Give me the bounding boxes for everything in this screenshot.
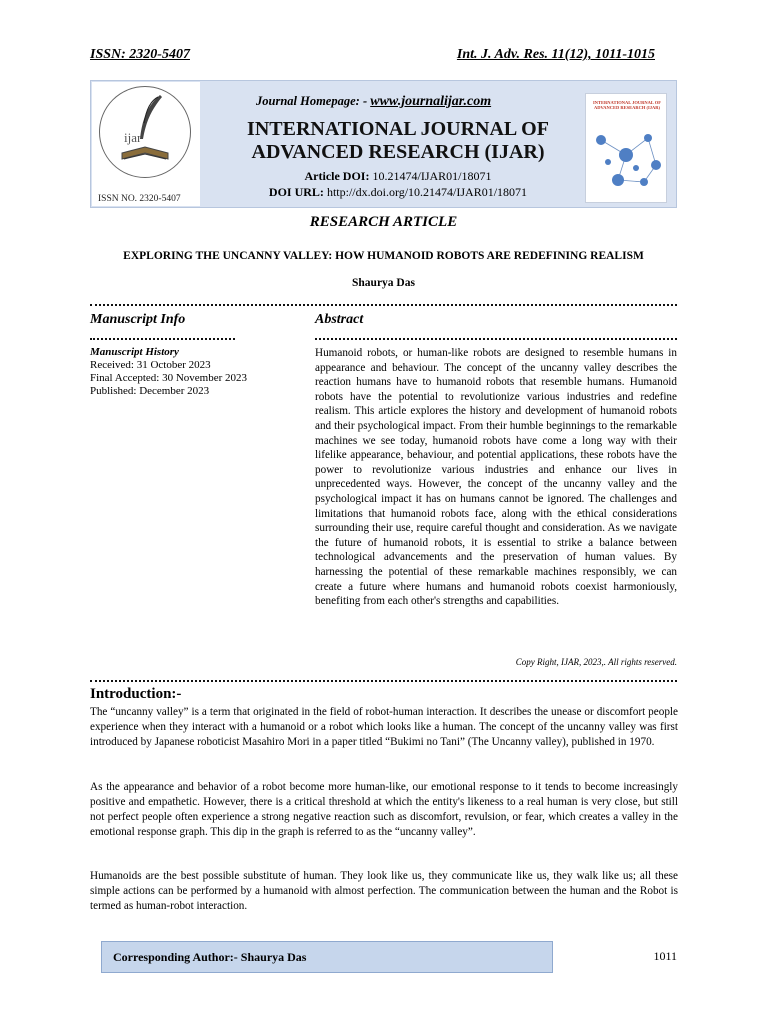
divider [90,680,677,682]
running-header-issn: ISSN: 2320-5407 [90,47,190,62]
accepted-date: Final Accepted: 30 November 2023 [90,372,248,384]
divider [90,338,235,340]
homepage-label: Journal Homepage: - [256,94,368,108]
intro-paragraph: The “uncanny valley” is a term that originated in the field of robot-human interaction. It describes the unease or discomfort people experience when they interact with a humanoid or a robot which looks like a human. The concept of the uncanny valley was first introduced by Japanese roboticist Masahiro Mori in a paper titled “Bukimi no Tani” (The Uncanny valley), published in 1970. [90,706,678,748]
doi-value: 10.21474/IJAR01/18071 [372,169,492,183]
article-doi [218,169,578,184]
journal-title-line2: ADVANCED RESEARCH (IJAR) [251,141,545,163]
journal-banner [90,80,677,208]
corresponding-author-box [101,941,553,973]
intro-paragraph: Humanoids are the best possible substitute of human. They look like us, they communicate like us, they walk like us; all these simple actions can be performed by a humanoid with almost perfection. The communication between the human and the Robot is termed as human-robot interaction. [90,870,678,912]
manuscript-info-heading: Manuscript Info [90,312,186,327]
divider [315,338,677,340]
doi-url-label: DOI URL: [268,185,324,199]
logo-text: ijar [124,130,142,145]
quill-book-icon [100,87,190,177]
manuscript-history [90,346,247,398]
running-header-citation: Int. J. Adv. Res. 11(12), 1011-1015 [456,47,655,62]
journal-homepage [256,94,491,110]
intro-paragraph: As the appearance and behavior of a robot become more human-like, our emotional response to it tends to become increasingly positive and empathetic. However, there is a critical threshold at which the entity's likeness to a real human is very close, but still not perfect people often experience a strong negative reaction such as discomfort, revulsion, or fear, which creates a valley in the emotional response graph. This dip in the graph is referred to as the “uncanny valley”. [90,781,678,838]
journal-cover-image [585,93,667,203]
article-author: Shaurya Das [352,277,415,289]
doi-url-link[interactable]: http://dx.doi.org/10.21474/IJAR01/18071 [326,185,528,199]
abstract-text: Humanoid robots, or human-like robots are designed to resemble humans in appearance and behaviour. The concept of the uncanny valley describes the reaction humans have to humanoid robots that resemble humans. Humanoid robots have the potential to revolutionize various industries and redefine realism. This article explores the history and development of humanoid robots and their psychological impact. From their humble beginnings to the remarkable machines we see today, humanoid robots have come a long way with their lifelike appearance, behaviour, and potential applications, these robots have the power to revolutionize various industries and enhance our lives in unprecedented ways. However, the concept of the uncanny valley and the psychological impact it has on humans cannot be ignored. The challenges and limitations that humanoid robots face, along with the ethical considerations surrounding their use, require careful thought and consideration. As we navigate the future of humanoid robots, it is essential to strike a balance between technological advancements and the preservation of human values. By harnessing the potential of these remarkable machines responsibly, we can create a future where humans and humanoid robots coexist harmoniously, benefiting from each other's strengths and capabilities. [315,347,677,608]
doi-label: Article DOI: [304,169,370,183]
logo-issn: ISSN NO. 2320-5407 [98,194,181,204]
journal-title-line1: INTERNATIONAL JOURNAL OF [247,118,549,140]
article-type: RESEARCH ARTICLE [309,214,458,230]
article-title: EXPLORING THE UNCANNY VALLEY: HOW HUMANOID ROBOTS ARE REDEFINING REALISM [123,250,644,262]
received-date: Received: 31 October 2023 [90,359,211,371]
doi-url [218,185,578,200]
introduction-heading: Introduction:- [90,686,182,702]
homepage-link[interactable]: www.journalijar.com [370,94,492,109]
abstract-heading: Abstract [315,312,364,327]
divider [90,304,677,306]
manuscript-history-label: Manuscript History [90,346,179,358]
copyright-notice: Copy Right, IJAR, 2023,. All rights reserved. [515,657,677,667]
corresponding-author: Corresponding Author:- Shaurya Das [113,950,307,964]
page-number: 1011 [653,949,677,963]
journal-logo [92,82,200,206]
published-date: Published: December 2023 [90,385,210,397]
cover-title: INTERNATIONAL JOURNAL OF ADVANCED RESEARCH (IJAR) [593,100,661,110]
journal-title [218,118,578,164]
molecule-graphic-icon [586,120,666,200]
logo-circle [99,86,191,178]
